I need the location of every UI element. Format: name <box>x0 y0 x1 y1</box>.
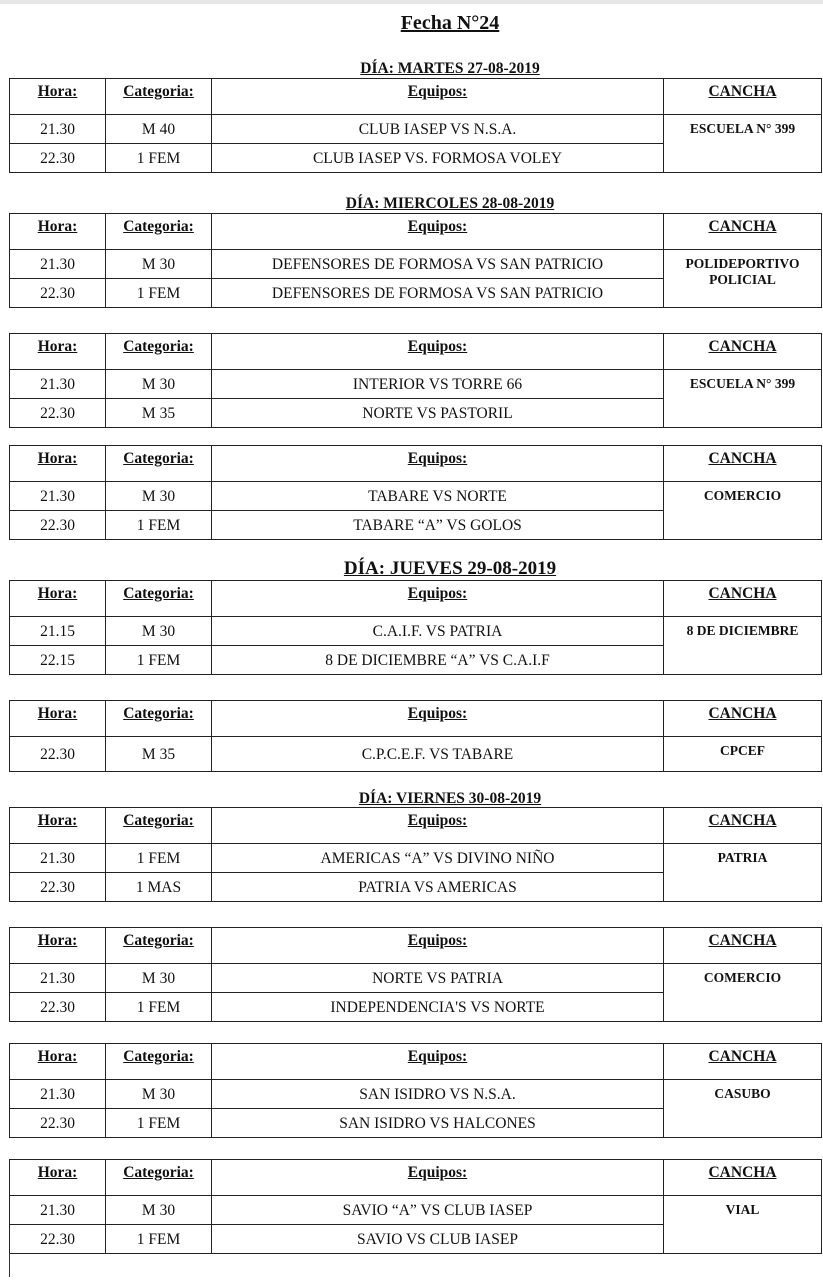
cell-hora: 21.30 <box>10 964 106 993</box>
header-categoria: Categoria: <box>106 701 212 737</box>
cell-equipos: NORTE VS PASTORIL <box>212 399 664 428</box>
header-cancha: CANCHA <box>664 928 822 964</box>
cell-cancha: COMERCIO <box>664 964 822 1022</box>
cell-categoria: M 30 <box>106 1196 212 1225</box>
cell-categoria: M 30 <box>106 250 212 279</box>
cell-hora: 22.30 <box>10 1109 106 1138</box>
header-hora: Hora: <box>10 1160 106 1196</box>
header-hora: Hora: <box>10 701 106 737</box>
day-heading-martes: DÍA: MARTES 27-08-2019 <box>360 60 540 77</box>
cell-categoria: M 30 <box>106 964 212 993</box>
cell-categoria: 1 FEM <box>106 511 212 540</box>
cell-equipos: SAVIO VS CLUB IASEP <box>212 1225 664 1254</box>
table-row <box>10 617 822 646</box>
header-cancha: CANCHA <box>664 701 822 737</box>
day-heading-viernes: DÍA: VIERNES 30-08-2019 <box>358 790 542 807</box>
header-cancha: CANCHA <box>664 334 822 370</box>
table-header-row <box>10 214 822 250</box>
header-cancha: CANCHA <box>664 581 822 617</box>
schedule-table <box>9 700 822 772</box>
cell-hora: 22.30 <box>10 144 106 173</box>
header-hora: Hora: <box>10 446 106 482</box>
header-cancha: CANCHA <box>664 79 822 115</box>
cell-cancha: 8 DE DICIEMBRE <box>664 617 822 675</box>
header-equipos: Equipos: <box>212 1160 664 1196</box>
header-hora: Hora: <box>10 1044 106 1080</box>
cell-categoria: 1 FEM <box>106 144 212 173</box>
cell-categoria: 1 FEM <box>106 1225 212 1254</box>
schedule-table <box>9 580 822 675</box>
text-cursor <box>9 1253 10 1277</box>
cell-categoria: M 30 <box>106 617 212 646</box>
table-row <box>10 115 822 144</box>
cell-categoria: M 40 <box>106 115 212 144</box>
cell-hora: 21.30 <box>10 482 106 511</box>
schedule-table <box>9 1043 822 1138</box>
table-header-row <box>10 1044 822 1080</box>
header-categoria: Categoria: <box>106 1160 212 1196</box>
table-row <box>10 1080 822 1109</box>
cell-equipos: CLUB IASEP VS N.S.A. <box>212 115 664 144</box>
header-categoria: Categoria: <box>106 79 212 115</box>
cell-equipos: TABARE VS NORTE <box>212 482 664 511</box>
header-categoria: Categoria: <box>106 334 212 370</box>
cell-equipos: INDEPENDENCIA'S VS NORTE <box>212 993 664 1022</box>
schedule-table <box>9 213 822 308</box>
cell-hora: 22.30 <box>10 873 106 902</box>
cell-cancha: CASUBO <box>664 1080 822 1138</box>
cell-categoria: M 30 <box>106 370 212 399</box>
top-edge <box>0 0 823 4</box>
header-hora: Hora: <box>10 808 106 844</box>
table-header-row <box>10 928 822 964</box>
cell-cancha: COMERCIO <box>664 482 822 540</box>
header-equipos: Equipos: <box>212 1044 664 1080</box>
header-hora: Hora: <box>10 334 106 370</box>
cell-equipos: CLUB IASEP VS. FORMOSA VOLEY <box>212 144 664 173</box>
table-row <box>10 844 822 873</box>
header-hora: Hora: <box>10 79 106 115</box>
table-header-row <box>10 808 822 844</box>
cell-cancha: VIAL <box>664 1196 822 1254</box>
cell-hora: 21.15 <box>10 617 106 646</box>
day-heading-jueves: DÍA: JUEVES 29-08-2019 <box>343 558 557 579</box>
cell-equipos: C.P.C.E.F. VS TABARE <box>212 737 664 772</box>
cell-equipos: SAVIO “A” VS CLUB IASEP <box>212 1196 664 1225</box>
header-categoria: Categoria: <box>106 446 212 482</box>
header-equipos: Equipos: <box>212 581 664 617</box>
header-cancha: CANCHA <box>664 214 822 250</box>
table-row <box>10 482 822 511</box>
cell-equipos: C.A.I.F. VS PATRIA <box>212 617 664 646</box>
table-header-row <box>10 79 822 115</box>
cell-categoria: 1 FEM <box>106 1109 212 1138</box>
cell-hora: 21.30 <box>10 370 106 399</box>
cell-cancha: ESCUELA N° 399 <box>664 115 822 173</box>
cell-hora: 21.30 <box>10 844 106 873</box>
cell-equipos: 8 DE DICIEMBRE “A” VS C.A.I.F <box>212 646 664 675</box>
cell-equipos: PATRIA VS AMERICAS <box>212 873 664 902</box>
header-categoria: Categoria: <box>106 928 212 964</box>
table-header-row <box>10 581 822 617</box>
cell-hora: 22.30 <box>10 511 106 540</box>
schedule-table <box>9 78 822 173</box>
table-row <box>10 370 822 399</box>
cell-hora: 22.30 <box>10 1225 106 1254</box>
cell-equipos: DEFENSORES DE FORMOSA VS SAN PATRICIO <box>212 250 664 279</box>
cell-hora: 21.30 <box>10 1196 106 1225</box>
table-header-row <box>10 446 822 482</box>
header-equipos: Equipos: <box>212 928 664 964</box>
cell-cancha: POLIDEPORTIVO POLICIAL <box>664 250 822 308</box>
table-header-row <box>10 1160 822 1196</box>
cell-equipos: NORTE VS PATRIA <box>212 964 664 993</box>
header-equipos: Equipos: <box>212 446 664 482</box>
cell-categoria: M 30 <box>106 1080 212 1109</box>
cell-hora: 22.30 <box>10 279 106 308</box>
day-heading-miercoles: DÍA: MIERCOLES 28-08-2019 <box>345 195 555 212</box>
header-hora: Hora: <box>10 928 106 964</box>
cell-cancha: PATRIA <box>664 844 822 902</box>
cell-categoria: M 35 <box>106 399 212 428</box>
schedule-table <box>9 333 822 428</box>
table-row <box>10 250 822 279</box>
cell-hora: 21.30 <box>10 115 106 144</box>
cell-hora: 21.30 <box>10 1080 106 1109</box>
schedule-table <box>9 807 822 902</box>
cell-equipos: TABARE “A” VS GOLOS <box>212 511 664 540</box>
cell-equipos: AMERICAS “A” VS DIVINO NIÑO <box>212 844 664 873</box>
cell-cancha: ESCUELA N° 399 <box>664 370 822 428</box>
header-categoria: Categoria: <box>106 214 212 250</box>
table-row <box>10 737 822 772</box>
page-title: Fecha N°24 <box>400 12 500 34</box>
table-header-row <box>10 334 822 370</box>
table-row <box>10 964 822 993</box>
header-equipos: Equipos: <box>212 701 664 737</box>
cell-equipos: SAN ISIDRO VS N.S.A. <box>212 1080 664 1109</box>
cell-categoria: 1 FEM <box>106 993 212 1022</box>
cell-hora: 22.30 <box>10 737 106 772</box>
cell-categoria: 1 MAS <box>106 873 212 902</box>
cell-categoria: 1 FEM <box>106 646 212 675</box>
table-row <box>10 1196 822 1225</box>
cell-hora: 22.30 <box>10 993 106 1022</box>
header-categoria: Categoria: <box>106 808 212 844</box>
header-equipos: Equipos: <box>212 808 664 844</box>
header-cancha: CANCHA <box>664 1044 822 1080</box>
cell-categoria: M 35 <box>106 737 212 772</box>
header-categoria: Categoria: <box>106 581 212 617</box>
header-cancha: CANCHA <box>664 808 822 844</box>
cell-categoria: M 30 <box>106 482 212 511</box>
schedule-table <box>9 927 822 1022</box>
cell-categoria: 1 FEM <box>106 279 212 308</box>
schedule-table <box>9 445 822 540</box>
schedule-table <box>9 1159 822 1254</box>
cell-hora: 22.15 <box>10 646 106 675</box>
header-cancha: CANCHA <box>664 1160 822 1196</box>
cell-equipos: SAN ISIDRO VS HALCONES <box>212 1109 664 1138</box>
header-equipos: Equipos: <box>212 79 664 115</box>
cell-categoria: 1 FEM <box>106 844 212 873</box>
cell-hora: 21.30 <box>10 250 106 279</box>
header-cancha: CANCHA <box>664 446 822 482</box>
table-header-row <box>10 701 822 737</box>
cell-cancha: CPCEF <box>664 737 822 772</box>
cell-equipos: INTERIOR VS TORRE 66 <box>212 370 664 399</box>
cell-hora: 22.30 <box>10 399 106 428</box>
header-hora: Hora: <box>10 581 106 617</box>
cell-equipos: DEFENSORES DE FORMOSA VS SAN PATRICIO <box>212 279 664 308</box>
header-equipos: Equipos: <box>212 334 664 370</box>
header-categoria: Categoria: <box>106 1044 212 1080</box>
header-equipos: Equipos: <box>212 214 664 250</box>
header-hora: Hora: <box>10 214 106 250</box>
